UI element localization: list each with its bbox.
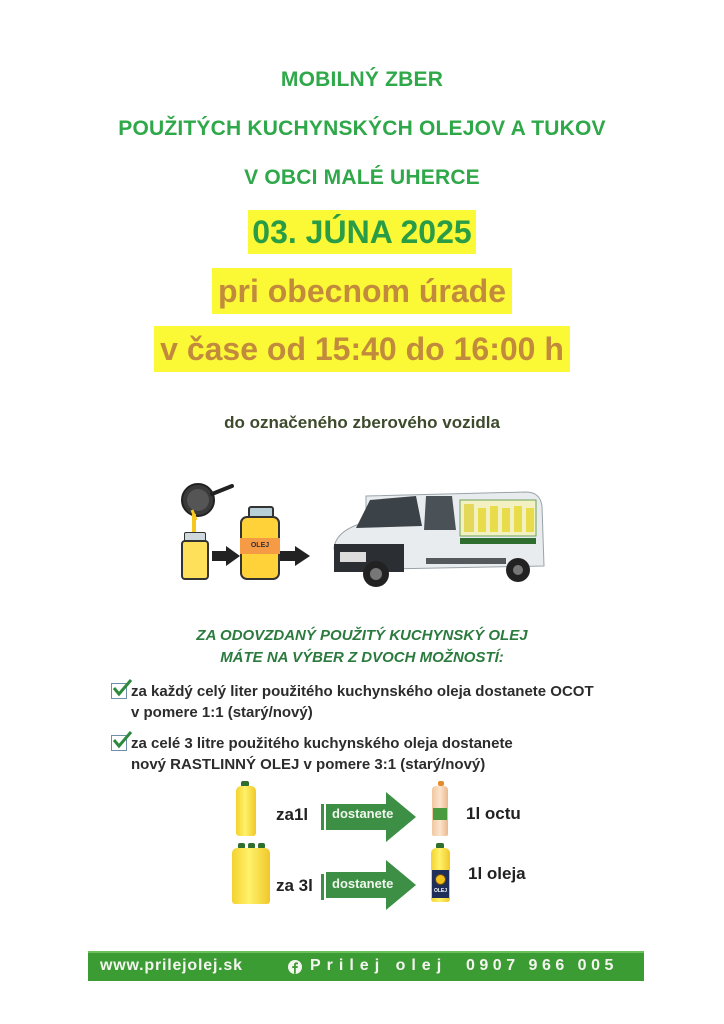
event-place: pri obecnom úrade bbox=[212, 268, 512, 314]
option-oil bbox=[111, 733, 651, 777]
frying-pan-icon bbox=[178, 480, 234, 520]
footer-phone[interactable]: 0907 966 005 bbox=[466, 957, 618, 974]
footer-facebook-link[interactable]: Prilej olej bbox=[310, 957, 448, 974]
event-date: 03. JÚNA 2025 bbox=[248, 210, 475, 254]
arrow-right-icon bbox=[212, 546, 240, 566]
exchange-give-1: za1l bbox=[276, 805, 309, 824]
event-time: v čase od 15:40 do 16:00 h bbox=[154, 326, 570, 372]
event-date-block bbox=[0, 210, 724, 254]
checkbox-checked-icon bbox=[111, 683, 127, 699]
arrow-right-icon bbox=[280, 546, 310, 566]
arrow-label-1: dostanete bbox=[332, 806, 394, 821]
event-place-block bbox=[0, 268, 724, 314]
exchange-row-vinegar bbox=[0, 780, 724, 840]
vinegar-bottle-icon bbox=[432, 786, 448, 836]
title-line-2: POUŽITÝCH KUCHYNSKÝCH OLEJOV A TUKOV bbox=[118, 117, 606, 140]
title-line-1: MOBILNÝ ZBER bbox=[280, 68, 444, 91]
options-heading-line-2: MÁTE NA VÝBER Z DVOCH MOŽNOSTÍ: bbox=[220, 649, 504, 666]
options-heading-line-1: ZA ODOVZDANÝ POUŽITÝ KUCHYNSKÝ OLEJ bbox=[196, 627, 528, 644]
bottle-label: OLEJ bbox=[240, 538, 280, 554]
option-1-line-1: za každý celý liter použitého kuchynského oleja dostanete OCOT bbox=[131, 683, 594, 700]
checkbox-checked-icon bbox=[111, 735, 127, 751]
subtitle: do označeného zberového vozidla bbox=[224, 413, 500, 432]
used-oil-bottle-icon bbox=[236, 786, 256, 836]
event-time-block bbox=[0, 326, 724, 372]
exchange-row-oil bbox=[0, 842, 724, 910]
title-line-3: V OBCI MALÉ UHERCE bbox=[244, 166, 480, 189]
option-1-line-2: v pomere 1:1 (starý/nový) bbox=[131, 704, 313, 721]
divider-bar bbox=[321, 804, 324, 830]
exchange-get-2: 1l oleja bbox=[468, 864, 526, 883]
option-2-line-1: za celé 3 litre použitého kuchynského oleja dostanete bbox=[131, 735, 513, 752]
arrow-label-2: dostanete bbox=[332, 876, 394, 891]
collection-van-image bbox=[326, 478, 548, 594]
sunflower-oil-bottle-icon bbox=[431, 848, 450, 902]
small-jar-icon bbox=[181, 540, 209, 580]
footer-contact-bar bbox=[88, 951, 644, 981]
option-vinegar bbox=[111, 681, 651, 725]
exchange-get-1: 1l octu bbox=[466, 804, 521, 823]
exchange-give-2: za 3l bbox=[276, 876, 313, 895]
sunflower-label bbox=[432, 870, 449, 898]
oil-bottle-icon bbox=[240, 516, 280, 580]
three-used-oil-bottles-icon bbox=[232, 848, 270, 904]
sunflower-icon bbox=[435, 874, 446, 885]
option-2-line-2: nový RASTLINNÝ OLEJ v pomere 3:1 (starý/nový) bbox=[131, 756, 486, 773]
product-label: OLEJ bbox=[433, 888, 448, 894]
divider-bar bbox=[321, 874, 324, 900]
footer-website-link[interactable]: www.prilejolej.sk bbox=[100, 957, 243, 974]
facebook-icon bbox=[288, 960, 302, 974]
